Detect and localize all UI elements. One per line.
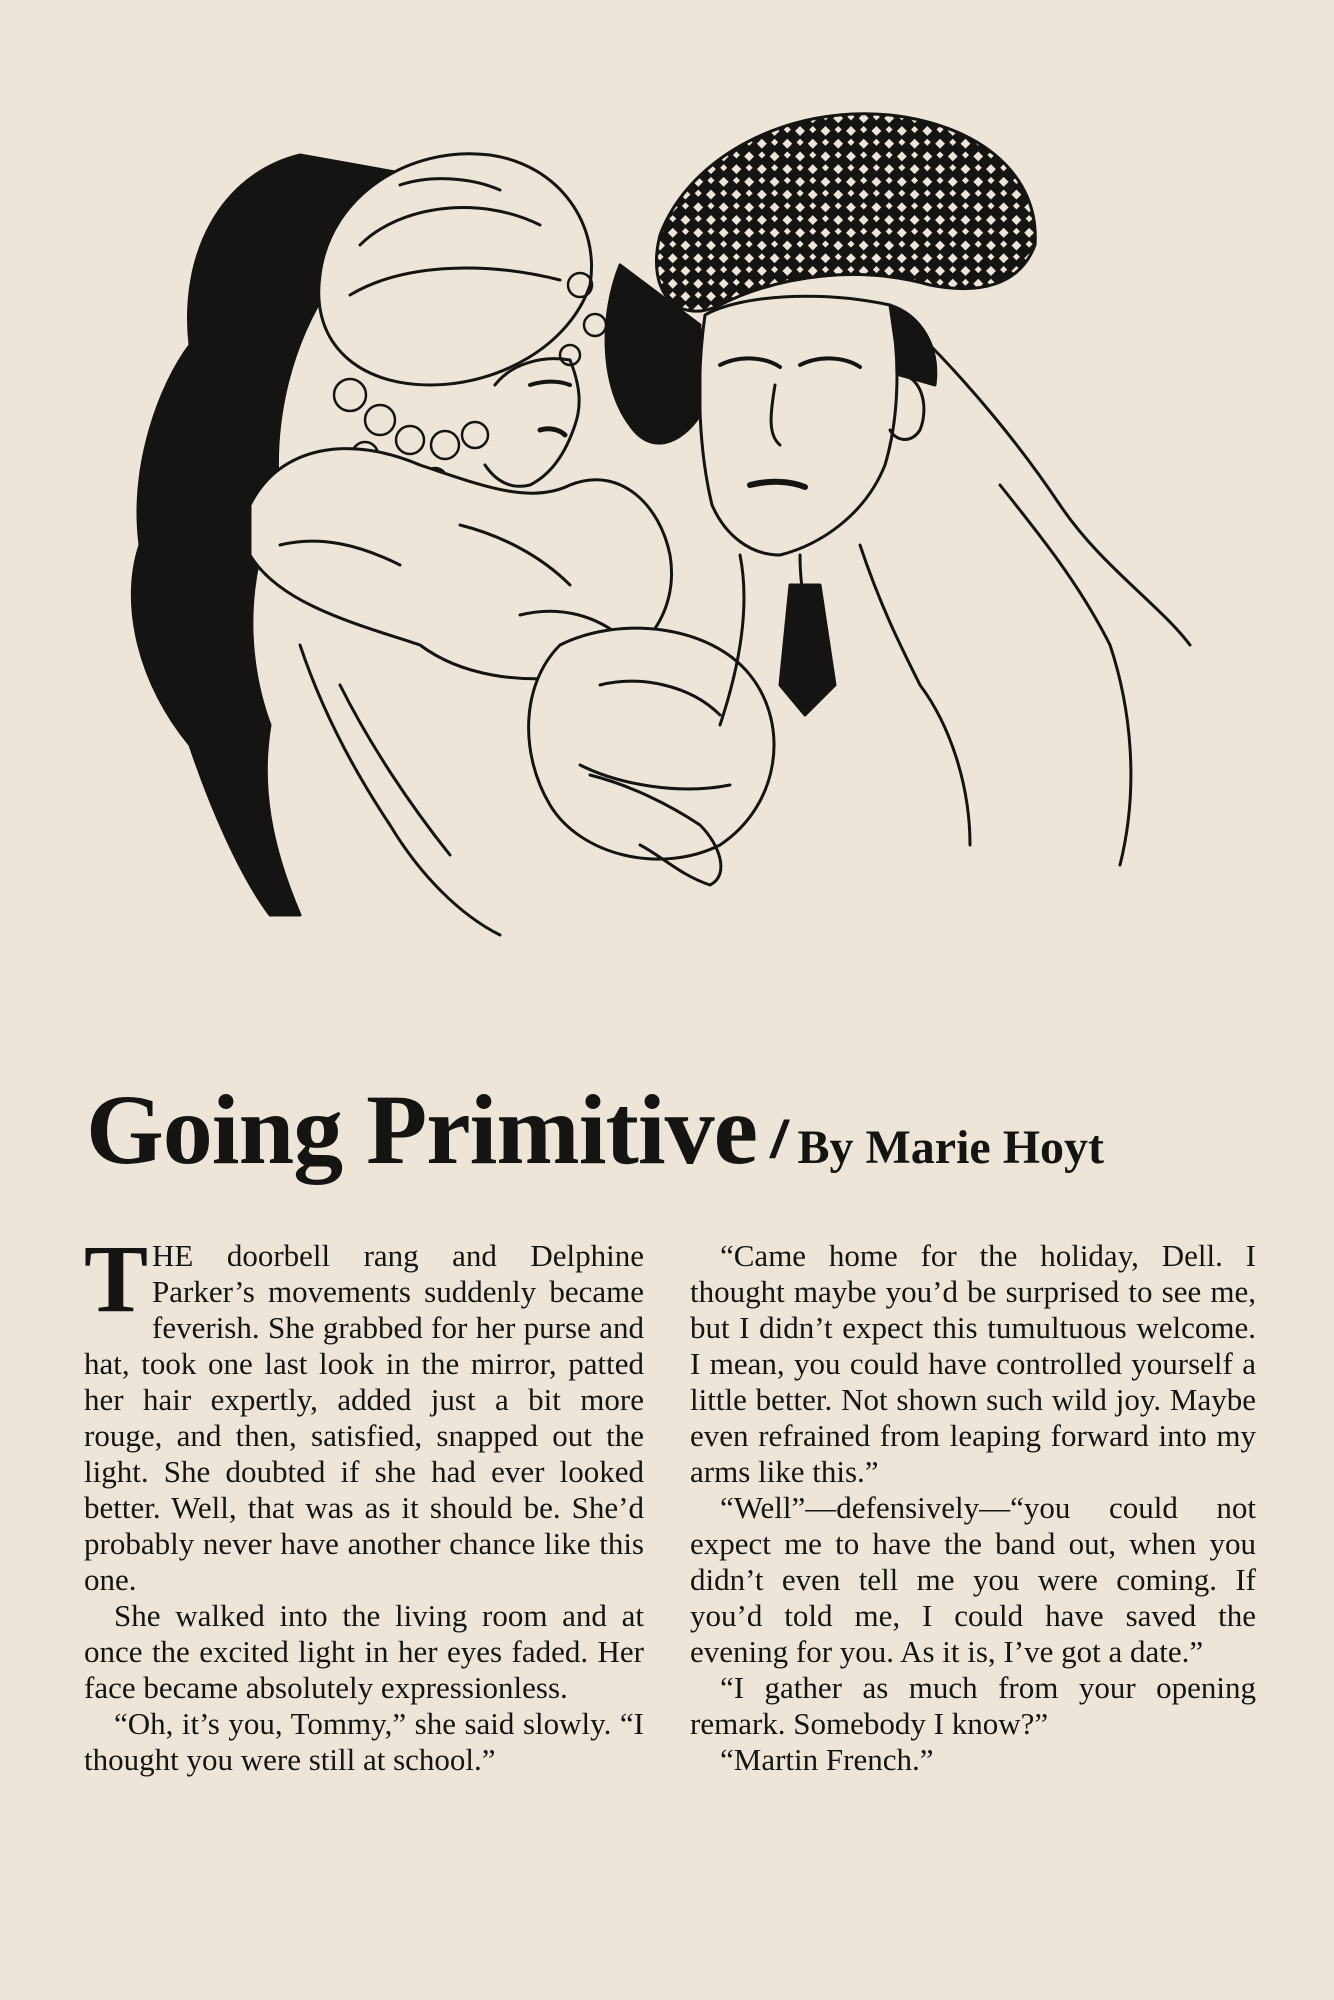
text-column-right — [690, 1238, 1256, 1778]
title-separator: / — [771, 1111, 786, 1169]
paragraph: “Well”—defensively—“you could not expect me to have the band out, when you didn’t even tell me you were coming. If you’d told me, I could have saved the evening for you. As it is, I’ve got a date.” — [690, 1490, 1256, 1669]
text-column-left — [84, 1225, 644, 1778]
paragraph: “I gather as much from your opening remark. Somebody I know?” — [690, 1670, 1256, 1741]
couple-illustration — [100, 85, 1260, 1045]
drop-cap: T — [84, 1225, 149, 1332]
paragraph: “Oh, it’s you, Tommy,” she said slowly. “I thought you were still at school.” — [84, 1706, 644, 1777]
article-title: Going Primitive — [86, 1074, 757, 1185]
article-byline: By Marie Hoyt — [797, 1121, 1105, 1174]
paragraph — [84, 1225, 644, 1598]
paragraph: She walked into the living room and at once the excited light in her eyes faded. Her face became absolutely expressionless. — [84, 1598, 644, 1705]
paragraph: “Came home for the holiday, Dell. I thought maybe you’d be surprised to see me, but I didn’t expect this tumultuous welcome. I mean, you could have controlled yourself a little better. Not shown such wild joy. Maybe even refrained from leaping forward into my arms like this.” — [690, 1238, 1256, 1489]
paragraph: “Martin French.” — [720, 1742, 934, 1777]
headline — [86, 1074, 1266, 1200]
paragraph-text: HE doorbell rang and Delphine Parker’s movements suddenly became feverish. She grabbed for her purse and hat, took one last look in the mirror, patted her hair expertly, added just a bit more rouge, and then, satisfied, snapped out the light. She doubted if she had ever looked better. Well, that was as it should be. She’d probably never have another chance like this one. — [84, 1238, 644, 1597]
